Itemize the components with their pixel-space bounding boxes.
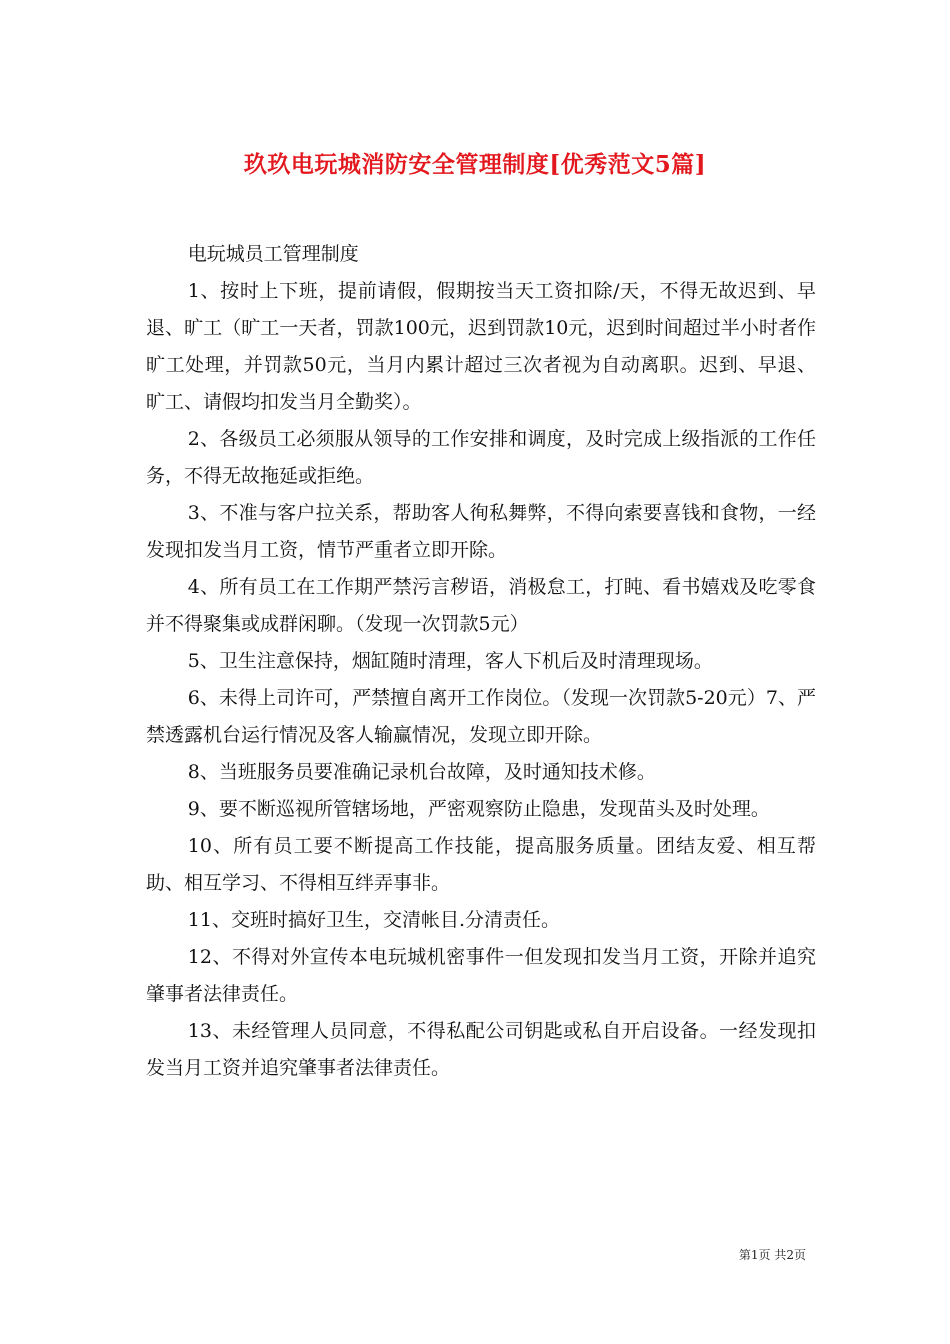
page-title: 玖玖电玩城消防安全管理制度[优秀范文5篇] [243, 151, 707, 179]
paragraph-rule-4: 4、所有员工在工作期严禁污言秽语，消极怠工，打盹、看书嬉戏及吃零食并不得聚集或成群闲聊。（发现一次罚款5元） [146, 576, 816, 635]
document-body [146, 236, 816, 1087]
paragraph-rule-12: 12、不得对外宣传本电玩城机密事件一但发现扣发当月工资，开除并追究肇事者法律责任。 [146, 946, 816, 1005]
paragraph-rule-5: 5、卫生注意保持，烟缸随时清理，客人下机后及时清理现场。 [187, 650, 713, 672]
paragraph-heading: 电玩城员工管理制度 [187, 243, 359, 265]
paragraph-rule-3: 3、不准与客户拉关系，帮助客人徇私舞弊，不得向索要喜钱和食物，一经发现扣发当月工资，情节严重者立即开除。 [146, 502, 816, 561]
page-number: 第1页 共2页 [738, 1248, 806, 1262]
paragraph-rule-9: 9、要不断巡视所管辖场地，严密观察防止隐患，发现苗头及时处理。 [187, 798, 770, 820]
paragraph-rule-13: 13、未经管理人员同意，不得私配公司钥匙或私自开启设备。一经发现扣发当月工资并追究肇事者法律责任。 [146, 1020, 816, 1079]
paragraph-rule-1: 1、按时上下班，提前请假，假期按当天工资扣除/天，不得无故迟到、早退、旷工（旷工一天者，罚款100元，迟到罚款10元，迟到时间超过半小时者作旷工处理，并罚款50元，当月内累计超过三次者视为自动离职。迟到、早退、旷工、请假均扣发当月全勤奖）。 [146, 280, 816, 413]
paragraph-rule-8: 8、当班服务员要准确记录机台故障，及时通知技术修。 [187, 761, 656, 783]
paragraph-rule-2: 2、各级员工必须服从领导的工作安排和调度，及时完成上级指派的工作任务，不得无故拖延或拒绝。 [146, 428, 816, 487]
paragraph-rule-11: 11、交班时搞好卫生，交清帐目.分清责任。 [187, 909, 561, 931]
paragraph-rule-10: 10、所有员工要不断提高工作技能，提高服务质量。团结友爱、相互帮助、相互学习、不得相互绊弄事非。 [146, 835, 816, 894]
paragraph-rule-6-7: 6、未得上司许可，严禁擅自离开工作岗位。（发现一次罚款5-20元）7、严禁透露机台运行情况及客人输赢情况，发现立即开除。 [146, 687, 816, 746]
